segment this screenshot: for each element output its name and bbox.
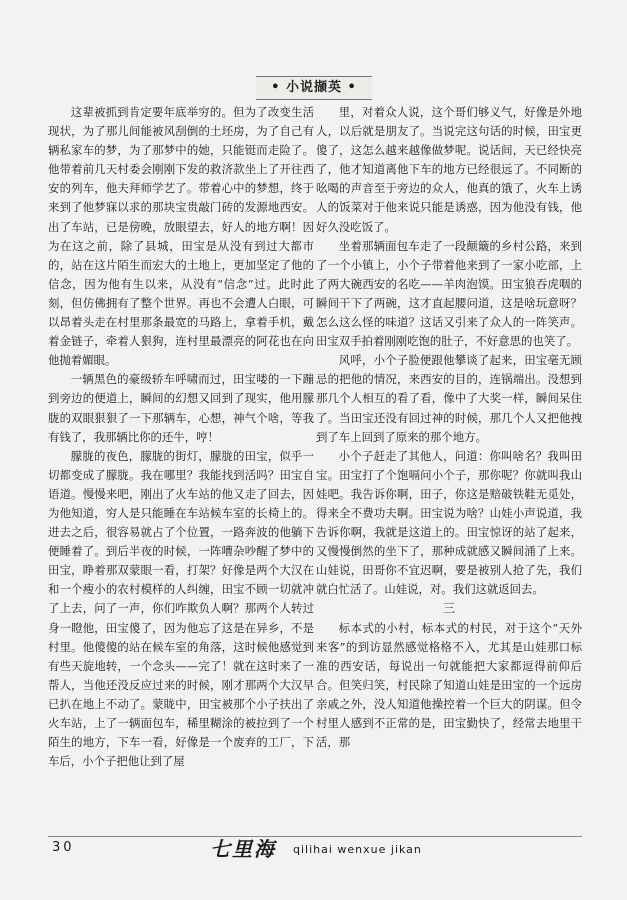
paragraph: 标本式的小村，标本式的村民，对于这个“天外来客”的到访显然感觉格格不入，尤其是山娃那口标准的西安话，每说出一句就能把大家都逗得前仰后合。但笑归笑，村民除了知道山娃是田宝的一个远房亲戚之外，没人知道他操控着一个巨大的阴谋。但令村里人感到不正常的是，田宝勤快了，经常去地里干活，那	[316, 620, 582, 750]
paragraph: 小个子赶走了其他人，问道：你叫啥名？我叫田宝。田宝打了个饱嗝问小个子，那你呢？你就叫我山娃吧。我告诉你啊，田子，你这是赔破铁鞋无觅处，得来全不费功夫啊。田宝说为啥？山娃小声说道，我告诉你啊，我就是这道上的。田宝惊讶的站了起来，又慢慢倒然的坐下了，那种成就感又瞬间涌了上来。山娃说，田哥你不宜迟啊，要是被别人抢了先，我们就白忙活了。山娃说，对。我们这就返回去。	[316, 448, 582, 597]
paragraph: 里，对着众人说，这个哥们够义气，好像是外地人，以后就是朋友了。当说完这句话的时候，田宝更傻了，这怎么越来越像做梦呢。说话间，天已经快亮了，他才知道离他下车的地方已经很远了。不同断的吆喝的声音至于旁边的众人，他真的饿了，火车上诱人的饭菜对于他来说只能是诱惑，因为他没有钱，他好久没吃饭了。	[316, 105, 582, 234]
magazine-logo: 七里海	[210, 837, 276, 861]
paragraph: 朦胧的夜色，朦胧的街灯，朦胧的田宝，似乎一切都变成了朦胧。我在哪里？我能找到活吗？田宝自语道。慢慢来吧，刚出了火车站的他又走了回去，因为他知道，穷人是只能睡在车站候车室的长椅上的。进去之后，很容易就占了个位置，一路奔波的他躺下便睡着了。到后半夜的时候，一阵嘈杂吵醒了梦中的田宝，睁着那双蒙眼一看，打架？好像是两个大汉在和一个瘦小的农村模样的人纠缠，田宝不顾一切就冲了上去，问了一声，你们咋欺负人啊？那两个人转过身一瞪他，田宝傻了，因为他忘了这是在异乡，不是村里。他傻傻的站在候车室的角落，这时候他感觉到有些天旋地转，一个念头——完了！就在这时来了一帮人，当他还没反应过来的时候，刚才那两个大汉早已扒在地上不动了。蒙眬中，田宝被那个小子扶出了火车站，上了一辆面包车，稀里糊涂的被拉到了一个陌生的地方，下车一看，好像是一个废弃的工厂，下车后，小个子把他让到了屋	[48, 448, 314, 769]
paragraph: 一辆黑色的豪级轿车呼啸而过，田宝喽的一下蹦到旁边的便道上，瞬间的幻想又回到了现实，他用朦胧的双眼狠狠了一下那辆车，心想，神气个啥，等我有钱了，我那辆比你的还牛，哼！	[48, 372, 314, 444]
left-column	[48, 103, 314, 771]
paragraph: 坐着那辆面包车走了一段颠簸的乡村公路，来到了一个小镇上，小个子带着他来到了一家小吃部，上了两大碗西安的名吃——羊肉泡馍。田宝狼吞虎咽的瞬间干下了两碗，这才直起腰问道，这是啥玩意呀？怎么这么怪的味道？这话又引来了众人的一阵笑声。田宝双手拍着刚刚吃饱的肚子，不好意思的也笑了。	[316, 238, 582, 349]
right-column	[316, 103, 582, 752]
section-title: • 小说撷英 •	[256, 76, 372, 100]
paragraph: 这辈被抓到肯定要年底举穷的。但为了改变生活现状，为了那儿间能被风刮倒的土坯房，为了自己有辆私家车的梦，为了那梦中的她，只能铤而走险了。他带着前几天村委会刚刚下发的救济款坐上了开往西安的列车，他夫拜师学艺了。带着心中的梦想，终于来到了他梦寐以求的那块宝贵敲门砖的发源地西安。出了车站，已是傍晚，放眼望去，好人的地方啊！因为在这之前，除了县城，田宝是从没有到过大都市的，站在这片陌生而宏大的土地上，更加坚定了他的信念，因为他有生以来，从没有“信念”过。此时此刻，但仿佛拥有了整个世界。再也不会遭人白眼，可以昂着头走在村里那条最宽的马路上，拿着手机，戴着金链子，牵着人狠狗，连村里最漂亮的阿花也在向他抛着媚眼。	[48, 105, 314, 368]
magazine-romanized-name: qilihai wenxue jikan	[293, 843, 422, 856]
footer-divider	[48, 836, 582, 837]
section-number: 三	[442, 601, 455, 616]
page-number: 30	[52, 840, 75, 855]
paragraph: 风呼，小个子脸便跟他攀谈了起来，田宝毫无顾忌的把他的情况，来西安的目的，连锅端出。没想到那几个人相互的看了看，像中了大奖一样，瞬间呆住了。当田宝还没有回过神的时候，那几个人又把他拽到了车上回到了原来的那个地方。	[316, 353, 582, 444]
